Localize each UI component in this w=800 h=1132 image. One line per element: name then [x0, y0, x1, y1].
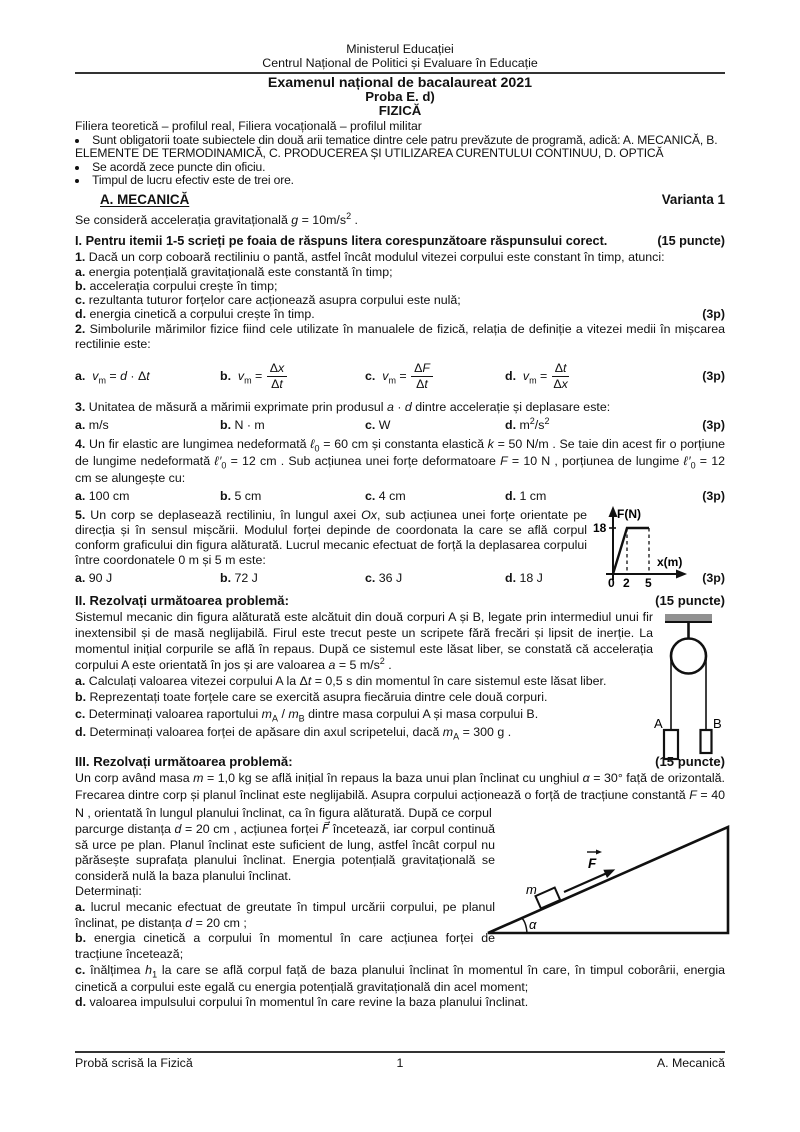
- question-4: [75, 436, 725, 504]
- subject-II-heading-row: [75, 593, 725, 609]
- angle-arc: [521, 917, 527, 933]
- question-3-option-c: c. W: [365, 417, 391, 432]
- graph-x-tick-5: 5: [645, 575, 652, 588]
- question-3-option-b: b. N · m: [220, 417, 265, 432]
- footer-page-number: 1: [396, 1056, 404, 1070]
- subject-I-heading: I. Pentru itemii 1-5 scrieți pe foaia de răspuns litera corespunzătoare răspunsului corect.: [75, 233, 608, 248]
- question-1: [75, 250, 725, 321]
- page-footer: [75, 1051, 725, 1071]
- question-2-option-a: a. $v_m = d \cdot \Delta t$: [75, 369, 150, 386]
- question-4-text: 4. Un fir elastic are lungimea nedeformată ℓ$_0$ = 60 cm și constanta elastică k = 50 N/m . Se taie din acest fir o porțiune de lungime nedeformată $\ell'_0 = 12$ cm . Sub acțiunea unei forțe deformatoare F = 10 N , porțiunea de lungime $\ell'_0 = 12$ cm se alungește cu:: [75, 436, 725, 485]
- section-a-title: A. MECANICĂ: [100, 191, 190, 207]
- subject-II-body: Sistemul mecanic din figura alăturată este alcătuit din două corpuri A și B, legate prin intermediul unui fir inextensibil și de masă neglijabilă. Firul este trecut peste un scripete fără frecări și lipsit de inerție. La momentul inițial corpurile se află în repaus. După ce sistemul este lăsat liber, se constată că accelerația corpului A este orientată în jos și are valoarea a = 5 $m/s^2$ .: [75, 609, 653, 672]
- subject-II-item-d: d. Determinați valoarea forței de apăsare din axul scripetelui, dacă $m_A = 300$ g .: [75, 724, 512, 741]
- question-4-options: [75, 489, 725, 504]
- question-3-option-d: d. $m^2/s^2$: [505, 415, 550, 432]
- subject-I: [75, 234, 725, 586]
- x-axis-arrow: [676, 569, 687, 578]
- question-3-option-a: a. m/s: [75, 417, 109, 432]
- subject-III-determinati: Determinați:: [75, 884, 142, 899]
- document-header: [75, 42, 725, 70]
- question-5: [75, 508, 725, 586]
- filiera-line: Filiera teoretică – profilul real, Filiera vocațională – profilul militar: [75, 119, 422, 133]
- mass-label: m: [526, 881, 537, 897]
- subject-II: [75, 593, 725, 741]
- graph-y-label: F(N): [617, 506, 641, 521]
- ceiling-bar: [665, 614, 712, 622]
- subject-II-points: (15 puncte): [655, 592, 725, 608]
- question-2-option-c: c. $v_m$ = $\frac{\Delta F}{\Delta t}$: [365, 362, 505, 391]
- question-5-option-d: d. 18 J: [505, 570, 543, 585]
- question-5-option-b: b. 72 J: [220, 570, 258, 585]
- question-4-points: (3p): [702, 488, 725, 503]
- inclined-plane-figure: [484, 820, 734, 940]
- subject-III-item-a: a. lucrul mecanic efectuat de greutate în timpul urcării corpului, pe planul înclinat, pe distanța d = 20 cm ;: [75, 899, 495, 930]
- gravity-note: Se consideră accelerația gravitațională $g = 10m/s^2$ .: [75, 210, 358, 227]
- question-1-option-d: d. energia cinetică a corpului crește în timp.: [75, 306, 315, 321]
- footer-divider: [75, 1051, 725, 1053]
- subject-II-item-b: b. Reprezentați toate forțele care se exercită asupra fiecăruia dintre cele două corpuri.: [75, 689, 548, 704]
- subject-III-paragraph-1: Un corp având masa m = 1,0 kg se află inițial în repaus la baza unui plan înclinat cu unghiul α = 30° față de orizontală. Frecarea dintre corp și planul înclinat este neglijabilă. Asupra corpului acționează o forță de tracțiune constantă F = 40 N , orientată în lungul planului înclinat, ca în figura alăturată. După ce corpul: [75, 770, 725, 820]
- question-1-option-d-row: [75, 307, 725, 321]
- pulley-wheel: [671, 638, 706, 673]
- question-1-option-b: b. accelerația corpului crește în timp;: [75, 278, 278, 293]
- graph-y-tick-18: 18: [593, 520, 607, 535]
- subject-III-item-c: c. înălțimea $h_1$ la care se află corpul față de baza planului înclinat în momentul în care, în timpul coborârii, energia cinetică a corpului este egală cu energia potențială gravitațională din acel moment;: [75, 963, 725, 994]
- subject-III-item-b: b. energia cinetică a corpului în momentul în care acțiunea forței de tracțiune încetează;: [75, 931, 495, 961]
- question-3-options: [75, 415, 725, 433]
- block-B-label: B: [713, 715, 722, 731]
- subject-III-heading-row: [75, 754, 725, 770]
- exam-subject: FIZICĂ: [378, 103, 422, 118]
- question-4-option-c: c. 4 cm: [365, 488, 406, 503]
- subject-III-heading: III. Rezolvați următoarea problemă:: [75, 753, 293, 769]
- question-1-option-c: c. rezultanta tuturor forțelor care acționează asupra corpului este nulă;: [75, 292, 461, 307]
- question-1-points: (3p): [702, 306, 725, 321]
- question-5-option-c: c. 36 J: [365, 570, 403, 585]
- footer-right: A. Mecanică: [656, 1056, 725, 1070]
- exam-rules-list: [75, 134, 725, 188]
- incline-triangle: [488, 827, 728, 933]
- header-divider: [75, 72, 725, 74]
- ministry-line: Ministerul Educației: [346, 42, 454, 56]
- variant-label: Varianta 1: [661, 191, 725, 207]
- rule-item-office-points: • Se acordă zece puncte din oficiu.: [75, 161, 725, 175]
- footer-left: Probă scrisă la Fizică: [75, 1056, 193, 1070]
- question-5-text: 5. Un corp se deplasează rectiliniu, în lungul axei Ox, sub acțiunea unei forțe orientate pe direcția și în sensul mișcării. Modulul forței depinde de coordonata la care se află corpul conform graficului din figura alăturată. Lucrul mecanic efectuat de forță la deplasarea corpului între coordonatele 0 m și 5 m este:: [75, 507, 587, 567]
- subject-II-item-c: c. Determinați valoarea raportului $m_A / m_B$ dintre masa corpului A și masa corpului B.: [75, 706, 539, 723]
- question-2: [75, 322, 725, 397]
- graph-x-tick-0: 0: [608, 575, 615, 588]
- question-4-option-a: a. 100 cm: [75, 488, 130, 503]
- subject-III-paragraph-2: parcurge distanța d = 20 cm , acțiunea forței F⃗ încetează, iar corpul continuă să urce pe plan. Planul înclinat este suficient de lung, astfel încât corpul nu părăsește suprafața planului înclinat. Energia potențială gravitațională se consideră nulă la baza planului înclinat.: [75, 822, 496, 883]
- force-label: F: [588, 855, 597, 871]
- question-5-option-a: a. 90 J: [75, 570, 113, 585]
- exam-title: Examenul național de bacalaureat 2021: [267, 75, 533, 91]
- question-2-options: [75, 357, 725, 397]
- angle-label: α: [529, 916, 537, 932]
- subject-II-heading: II. Rezolvați următoarea problemă:: [75, 592, 289, 608]
- rule-item-duration: • Timpul de lucru efectiv este de trei ore.: [75, 174, 725, 188]
- question-4-option-d: d. 1 cm: [505, 488, 547, 503]
- question-3: [75, 400, 725, 433]
- force-vector-hat: [596, 849, 602, 854]
- question-2-text: 2. Simbolurile mărimilor fizice fiind cele utilizate în manualele de fizică, relația de definiție a vitezei medii în mișcarea rectilinie este:: [75, 321, 725, 351]
- exam-title-block: [75, 76, 725, 118]
- section-a-row: [75, 192, 725, 208]
- question-4-option-b: b. 5 cm: [220, 488, 262, 503]
- subject-III: [75, 754, 725, 1011]
- subject-III-points: (15 puncte): [655, 753, 725, 769]
- question-3-points: (3p): [702, 417, 725, 432]
- graph-x-tick-2: 2: [623, 575, 630, 588]
- pulley-figure: [653, 611, 725, 763]
- subject-I-points: (15 puncte): [657, 233, 725, 248]
- block-A-label: A: [654, 715, 663, 731]
- force-curve: [613, 528, 649, 574]
- subject-I-heading-row: [75, 234, 725, 249]
- block-on-incline: [535, 887, 560, 908]
- subject-III-item-d: d. valoarea impulsului corpului în momentul în care revine la baza planului înclinat.: [75, 995, 529, 1010]
- subject-II-item-a: a. Calculați valoarea vitezei corpului A la Δt = 0,5 s din momentul în care sistemul este lăsat liber.: [75, 673, 607, 688]
- exam-proba: Proba E. d): [365, 89, 435, 104]
- center-line: Centrul Național de Politici și Evaluare în Educație: [262, 56, 538, 70]
- graph-x-label: x(m): [657, 554, 683, 569]
- question-1-text: 1. Dacă un corp coboară rectiliniu o pantă, astfel încât modulul vitezei corpului este constant în timp, atunci:: [75, 249, 665, 264]
- block-B: [701, 730, 712, 753]
- force-position-graph: [591, 504, 693, 588]
- question-3-text: 3. Unitatea de măsură a mărimii exprimate prin produsul a · d dintre accelerație și deplasare este:: [75, 399, 611, 414]
- question-2-points: (3p): [702, 369, 725, 383]
- question-2-option-b: b. $v_m$ = $\frac{\Delta x}{\Delta t}$: [220, 362, 365, 391]
- question-5-points: (3p): [702, 570, 725, 585]
- rule-item-subjects: • Sunt obligatorii toate subiectele din două arii tematice dintre cele patru prevăzute de programă, adică: A. MECANICĂ, B. ELEMENTE DE TERMODINAMICĂ, C. PRODUCEREA ȘI UTILIZAREA CURENTULUI CONTINUU, D. OPTICĂ: [75, 134, 725, 161]
- question-2-option-d: d. $v_m$ = $\frac{\Delta t}{\Delta x}$: [505, 361, 568, 391]
- question-1-option-a: a. energia potențială gravitațională este constantă în timp;: [75, 264, 393, 279]
